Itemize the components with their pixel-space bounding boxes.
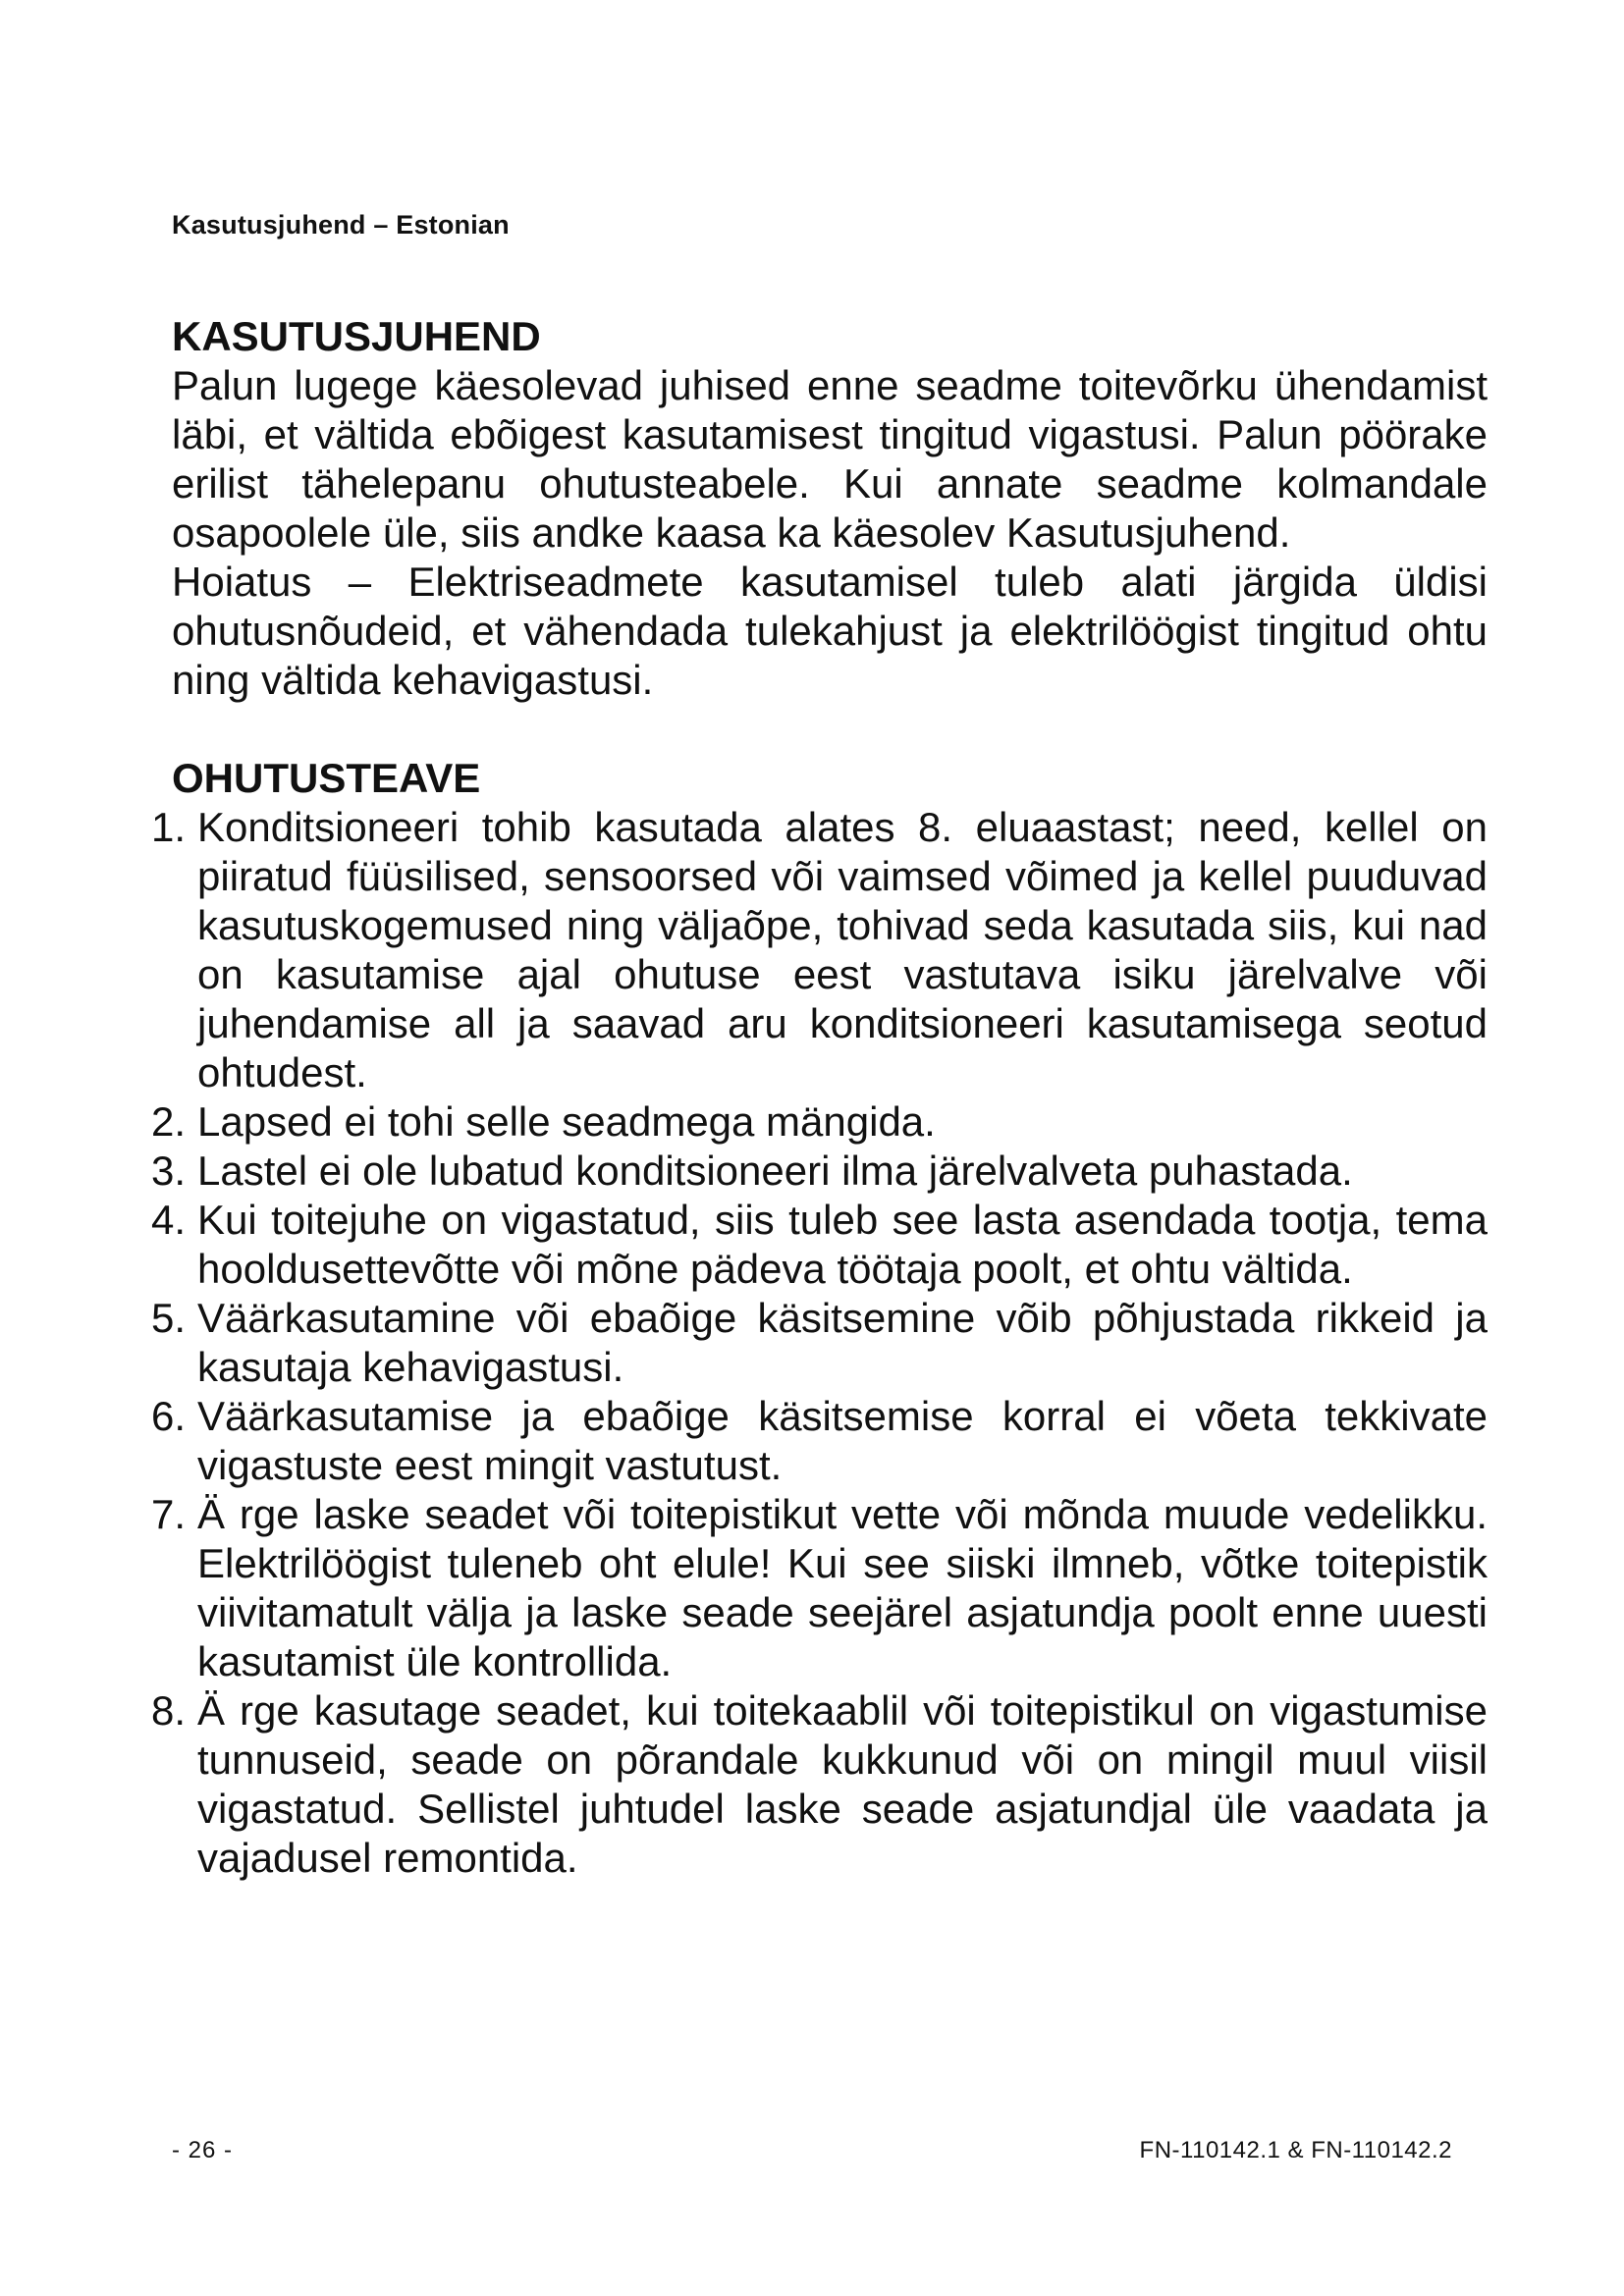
list-item-number: 3. bbox=[151, 1148, 187, 1194]
instructions-title: KASUTUSJUHEND bbox=[172, 313, 541, 359]
list-item-text: Lapsed ei tohi selle seadmega mängida. bbox=[197, 1098, 936, 1145]
list-item bbox=[151, 1196, 1488, 1294]
list-item-number: 7. bbox=[151, 1491, 187, 1537]
document-content bbox=[151, 312, 1488, 1883]
list-item-number: 1. bbox=[151, 804, 187, 850]
list-item-number: 4. bbox=[151, 1197, 187, 1243]
list-item-number: 8. bbox=[151, 1687, 187, 1734]
page-number: - 26 - bbox=[172, 2137, 234, 2163]
list-item bbox=[151, 1686, 1488, 1883]
list-item-text: Konditsioneeri tohib kasutada alates 8. eluaastast; need, kellel on piiratud füüsilised, sensoorsed või vaimsed võimed ja kellel puuduvad kasutuskogemused ning väljaõpe, tohivad seda kasutada siis, kui nad on kasutamise ajal ohutuse eest vastutava isiku järelvalve või juhendamise all ja saavad aru konditsioneeri kasutamisega seotud ohtudest. bbox=[197, 804, 1488, 1095]
section-spacer bbox=[172, 705, 1488, 754]
list-item bbox=[151, 1490, 1488, 1686]
list-item-text: Ä rge laske seadet või toitepistikut vette või mõnda muude vedelikku. Elektrilöögist tuleneb oht elule! Kui see siiski ilmneb, võtke toitepistik viivitamatult välja ja laske seade seejärel asjatundja poolt enne uuesti kasutamist üle kontrollida. bbox=[197, 1491, 1488, 1684]
list-item bbox=[151, 1392, 1488, 1490]
model-code: FN-110142.1 & FN-110142.2 bbox=[1139, 2137, 1452, 2163]
list-item-text: Lastel ei ole lubatud konditsioneeri ilma järelvalveta puhastada. bbox=[197, 1148, 1353, 1194]
warning-paragraph: Hoiatus – Elektriseadmete kasutamisel tuleb alati järgida üldisi ohutusnõudeid, et vähendada tulekahjust ja elektrilöögist tingitud ohtu ning vältida kehavigastusi. bbox=[172, 559, 1488, 703]
list-item bbox=[151, 1097, 1488, 1147]
list-item bbox=[151, 1294, 1488, 1392]
list-item-text: Ä rge kasutage seadet, kui toitekaablil või toitepistikul on vigastumise tunnuseid, seade on põrandale kukkunud või on mingil muul viisil vigastatud. Sellistel juhtudel laske seade asjatundjal üle vaadata ja vajadusel remontida. bbox=[197, 1687, 1488, 1881]
list-item-text: Kui toitejuhe on vigastatud, siis tuleb see lasta asendada tootja, tema hooldusettevõtte või mõne pädeva töötaja poolt, et ohtu vältida. bbox=[197, 1197, 1488, 1292]
list-item-text: Väärkasutamine või ebaõige käsitsemine võib põhjustada rikkeid ja kasutaja kehavigastusi. bbox=[197, 1295, 1488, 1390]
safety-list bbox=[151, 803, 1488, 1883]
list-item-number: 6. bbox=[151, 1393, 187, 1439]
safety-title: OHUTUSTEAVE bbox=[172, 755, 481, 801]
list-item bbox=[151, 803, 1488, 1097]
document-header: Kasutusjuhend – Estonian bbox=[172, 210, 510, 240]
list-item bbox=[151, 1147, 1488, 1196]
instructions-paragraph-1: Palun lugege käesolevad juhised enne seadme toitevõrku ühendamist läbi, et vältida ebõigest kasutamisest tingitud vigastusi. Palun pöörake erilist tähelepanu ohutusteabele. Kui annate seadme kolmandale osapoolele üle, siis andke kaasa ka käesolev Kasutusjuhend. bbox=[172, 362, 1488, 556]
list-item-text: Väärkasutamise ja ebaõige käsitsemise korral ei võeta tekkivate vigastuste eest mingit vastutust. bbox=[197, 1393, 1488, 1488]
list-item-number: 5. bbox=[151, 1295, 187, 1341]
list-item-number: 2. bbox=[151, 1098, 187, 1145]
